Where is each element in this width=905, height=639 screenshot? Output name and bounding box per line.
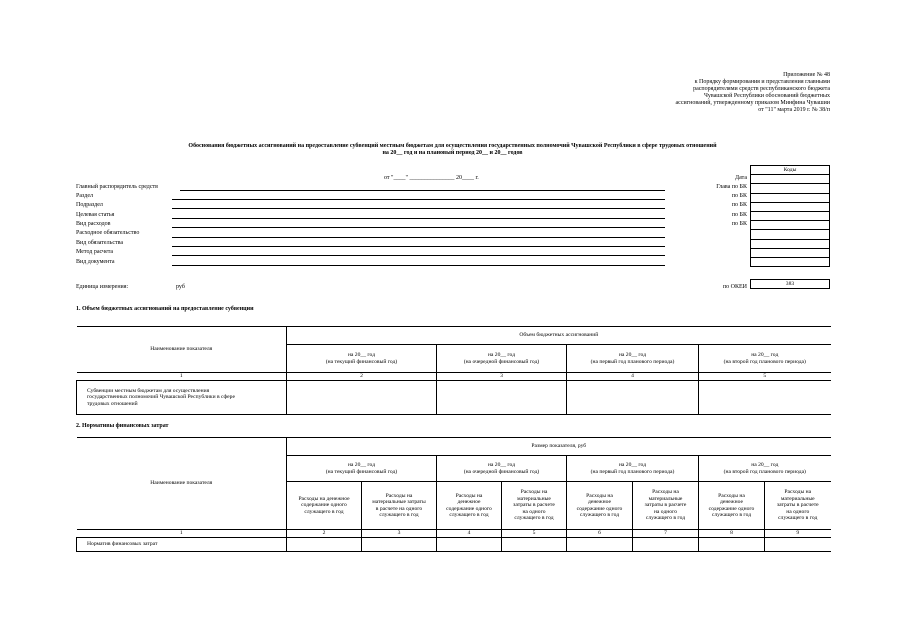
s2-num-6: 6 [567,530,633,538]
field-line-podrazdel[interactable] [172,208,665,209]
field-line-razdel[interactable] [172,199,665,200]
s1-group-header: Объем бюджетных ассигнований [287,327,831,345]
field-label-obligation: Расходное обязательство [76,230,140,236]
field-label-method: Метод расчета [76,249,114,255]
code-cell-target[interactable] [751,211,830,220]
s2-cell-8[interactable] [699,538,765,552]
appendix-line: Приложение № 48 [783,72,830,78]
s2-period-current: на 20__ год (на текущий финансовый год) [287,456,437,482]
s1-cell-next[interactable] [437,381,567,415]
code-cell-expense-type[interactable] [751,221,830,230]
code-label-target: по БК [731,212,747,218]
codes-table [750,165,830,289]
s2-num-7: 7 [633,530,699,538]
s2-num-4: 4 [437,530,502,538]
appendix-line: Чувашской Республики обоснований бюджетных [703,93,830,99]
field-line-doc-type[interactable] [172,265,665,266]
s2-cell-7[interactable] [633,538,699,552]
s2-cell-5[interactable] [502,538,567,552]
code-cell-method[interactable] [751,248,830,257]
appendix-line: распорядителями средств республиканского бюджета [693,86,830,92]
code-label-razdel: по БК [731,193,747,199]
s2-num-9: 9 [765,530,831,538]
code-label-expense-type: по БК [731,221,747,227]
s1-row-subvention: Субвенции местным бюджетам для осуществления государственных полномочий Чувашской Республики в сфере трудовых отношений [77,381,287,415]
code-label-okei: по ОКЕИ [722,284,747,290]
document-title [60,143,845,157]
s2-sub-1: Расходы на денежное содержание одного служащего в год [287,482,362,530]
field-label-razdel: Раздел [76,193,93,199]
field-label-manager: Главный распорядитель средств [76,184,158,190]
appendix-line: от "11" марта 2019 г. № 38/п [758,107,830,113]
s2-sub-4: Расходы на материальные затраты в расчете на одного служащего в год [502,482,567,530]
appendix-line: к Порядку формирования и представления главными [694,79,830,85]
s1-cell-plan2[interactable] [699,381,831,415]
s2-sub-6: Расходы на материальные затраты в расчете на одного служащего в год [633,482,699,530]
s1-num-5: 5 [699,373,831,381]
field-line-method[interactable] [172,255,665,256]
s1-num-4: 4 [567,373,699,381]
s2-sub-7: Расходы на денежное содержание одного служащего в год [699,482,765,530]
s1-cell-plan1[interactable] [567,381,699,415]
s1-col-current: на 20__ год (на текущий финансовый год) [287,345,437,373]
unit-label: Единица измерения: [76,284,129,290]
unit-value: руб [176,284,185,290]
title-line-2: на 20__ год и на плановый период 20__ и 20__ годов [382,150,523,156]
s1-col-plan2: на 20__ год (на второй год планового периода) [699,345,831,373]
appendix-line: ассигнований, утвержденному приказом Минфина Чувашии [675,100,830,106]
s1-num-2: 2 [287,373,437,381]
s2-sub-5: Расходы на денежное содержание одного служащего в год [567,482,633,530]
s2-cell-2[interactable] [287,538,362,552]
s1-col-next: на 20__ год (на очередной финансовый год) [437,345,567,373]
s1-cell-current[interactable] [287,381,437,415]
s2-sub-3: Расходы на денежное содержание одного служащего в год [437,482,502,530]
field-label-target: Целевая статья [76,212,115,218]
section2-table [76,437,831,552]
code-label-date: Дата [735,175,747,181]
s2-num-5: 5 [502,530,567,538]
s1-indicator-header: Наименование показателя [77,327,287,373]
s2-row-norm: Норматив финансовых затрат [77,538,287,552]
s2-cell-4[interactable] [437,538,502,552]
s2-num-1: 1 [77,530,287,538]
s2-period-plan1: на 20__ год (на первый год планового периода) [567,456,699,482]
code-cell-obligation-type[interactable] [751,239,830,248]
s2-sub-8: Расходы на материальные затраты в расчете на одного служащего в год [765,482,831,530]
field-line-obligation[interactable] [172,237,665,238]
code-cell-razdel[interactable] [751,193,830,202]
code-cell-okei[interactable]: 383 [751,280,830,289]
section2-title: 2. Нормативы финансовых затрат [76,423,169,429]
code-cell-doc-type[interactable] [751,257,830,266]
code-cell-podrazdel[interactable] [751,202,830,211]
s2-period-next: на 20__ год (на очередной финансовый год) [437,456,567,482]
field-label-doc-type: Вид документа [76,259,115,265]
s2-sub-2: Расходы на материальные затраты в расчете на одного служащего в год [362,482,437,530]
s2-num-2: 2 [287,530,362,538]
code-cell-glava[interactable] [751,184,830,193]
field-label-expense-type: Вид расходов [76,221,111,227]
section1-title: 1. Объем бюджетных ассигнований на предоставление субвенции [76,306,254,312]
s1-num-1: 1 [77,373,287,381]
code-label-podrazdel: по БК [731,202,747,208]
code-cell-obligation[interactable] [751,230,830,239]
field-line-target[interactable] [172,218,665,219]
field-label-podrazdel: Подраздел [76,202,103,208]
title-line-1: Обоснования бюджетных ассигнований на предоставление субвенций местным бюджетам для осуществления государственных полномочий Чувашской Республики в сфере трудовых отношений [188,143,717,149]
s1-num-3: 3 [437,373,567,381]
field-label-obligation-type: Вид обязательства [76,240,124,246]
field-line-expense-type[interactable] [172,227,665,228]
code-cell-date[interactable] [751,175,830,184]
s2-num-3: 3 [362,530,437,538]
s2-period-plan2: на 20__ год (на второй год планового периода) [699,456,831,482]
s1-col-plan1: на 20__ год (на первый год планового периода) [567,345,699,373]
s2-cell-6[interactable] [567,538,633,552]
appendix-block [560,72,830,114]
date-line: от "____" _______________ 20____ г. [384,175,479,181]
s2-group-header: Размер показателя, руб [287,438,831,456]
codes-header: Коды [751,166,830,175]
field-line-manager[interactable] [180,190,665,191]
code-label-glava: Глава по БК [716,184,747,190]
section1-table [76,326,831,415]
s2-indicator-header: Наименование показателя [77,438,287,530]
s2-num-8: 8 [699,530,765,538]
s2-cell-9[interactable] [765,538,831,552]
s2-cell-3[interactable] [362,538,437,552]
field-line-obligation-type[interactable] [172,246,665,247]
